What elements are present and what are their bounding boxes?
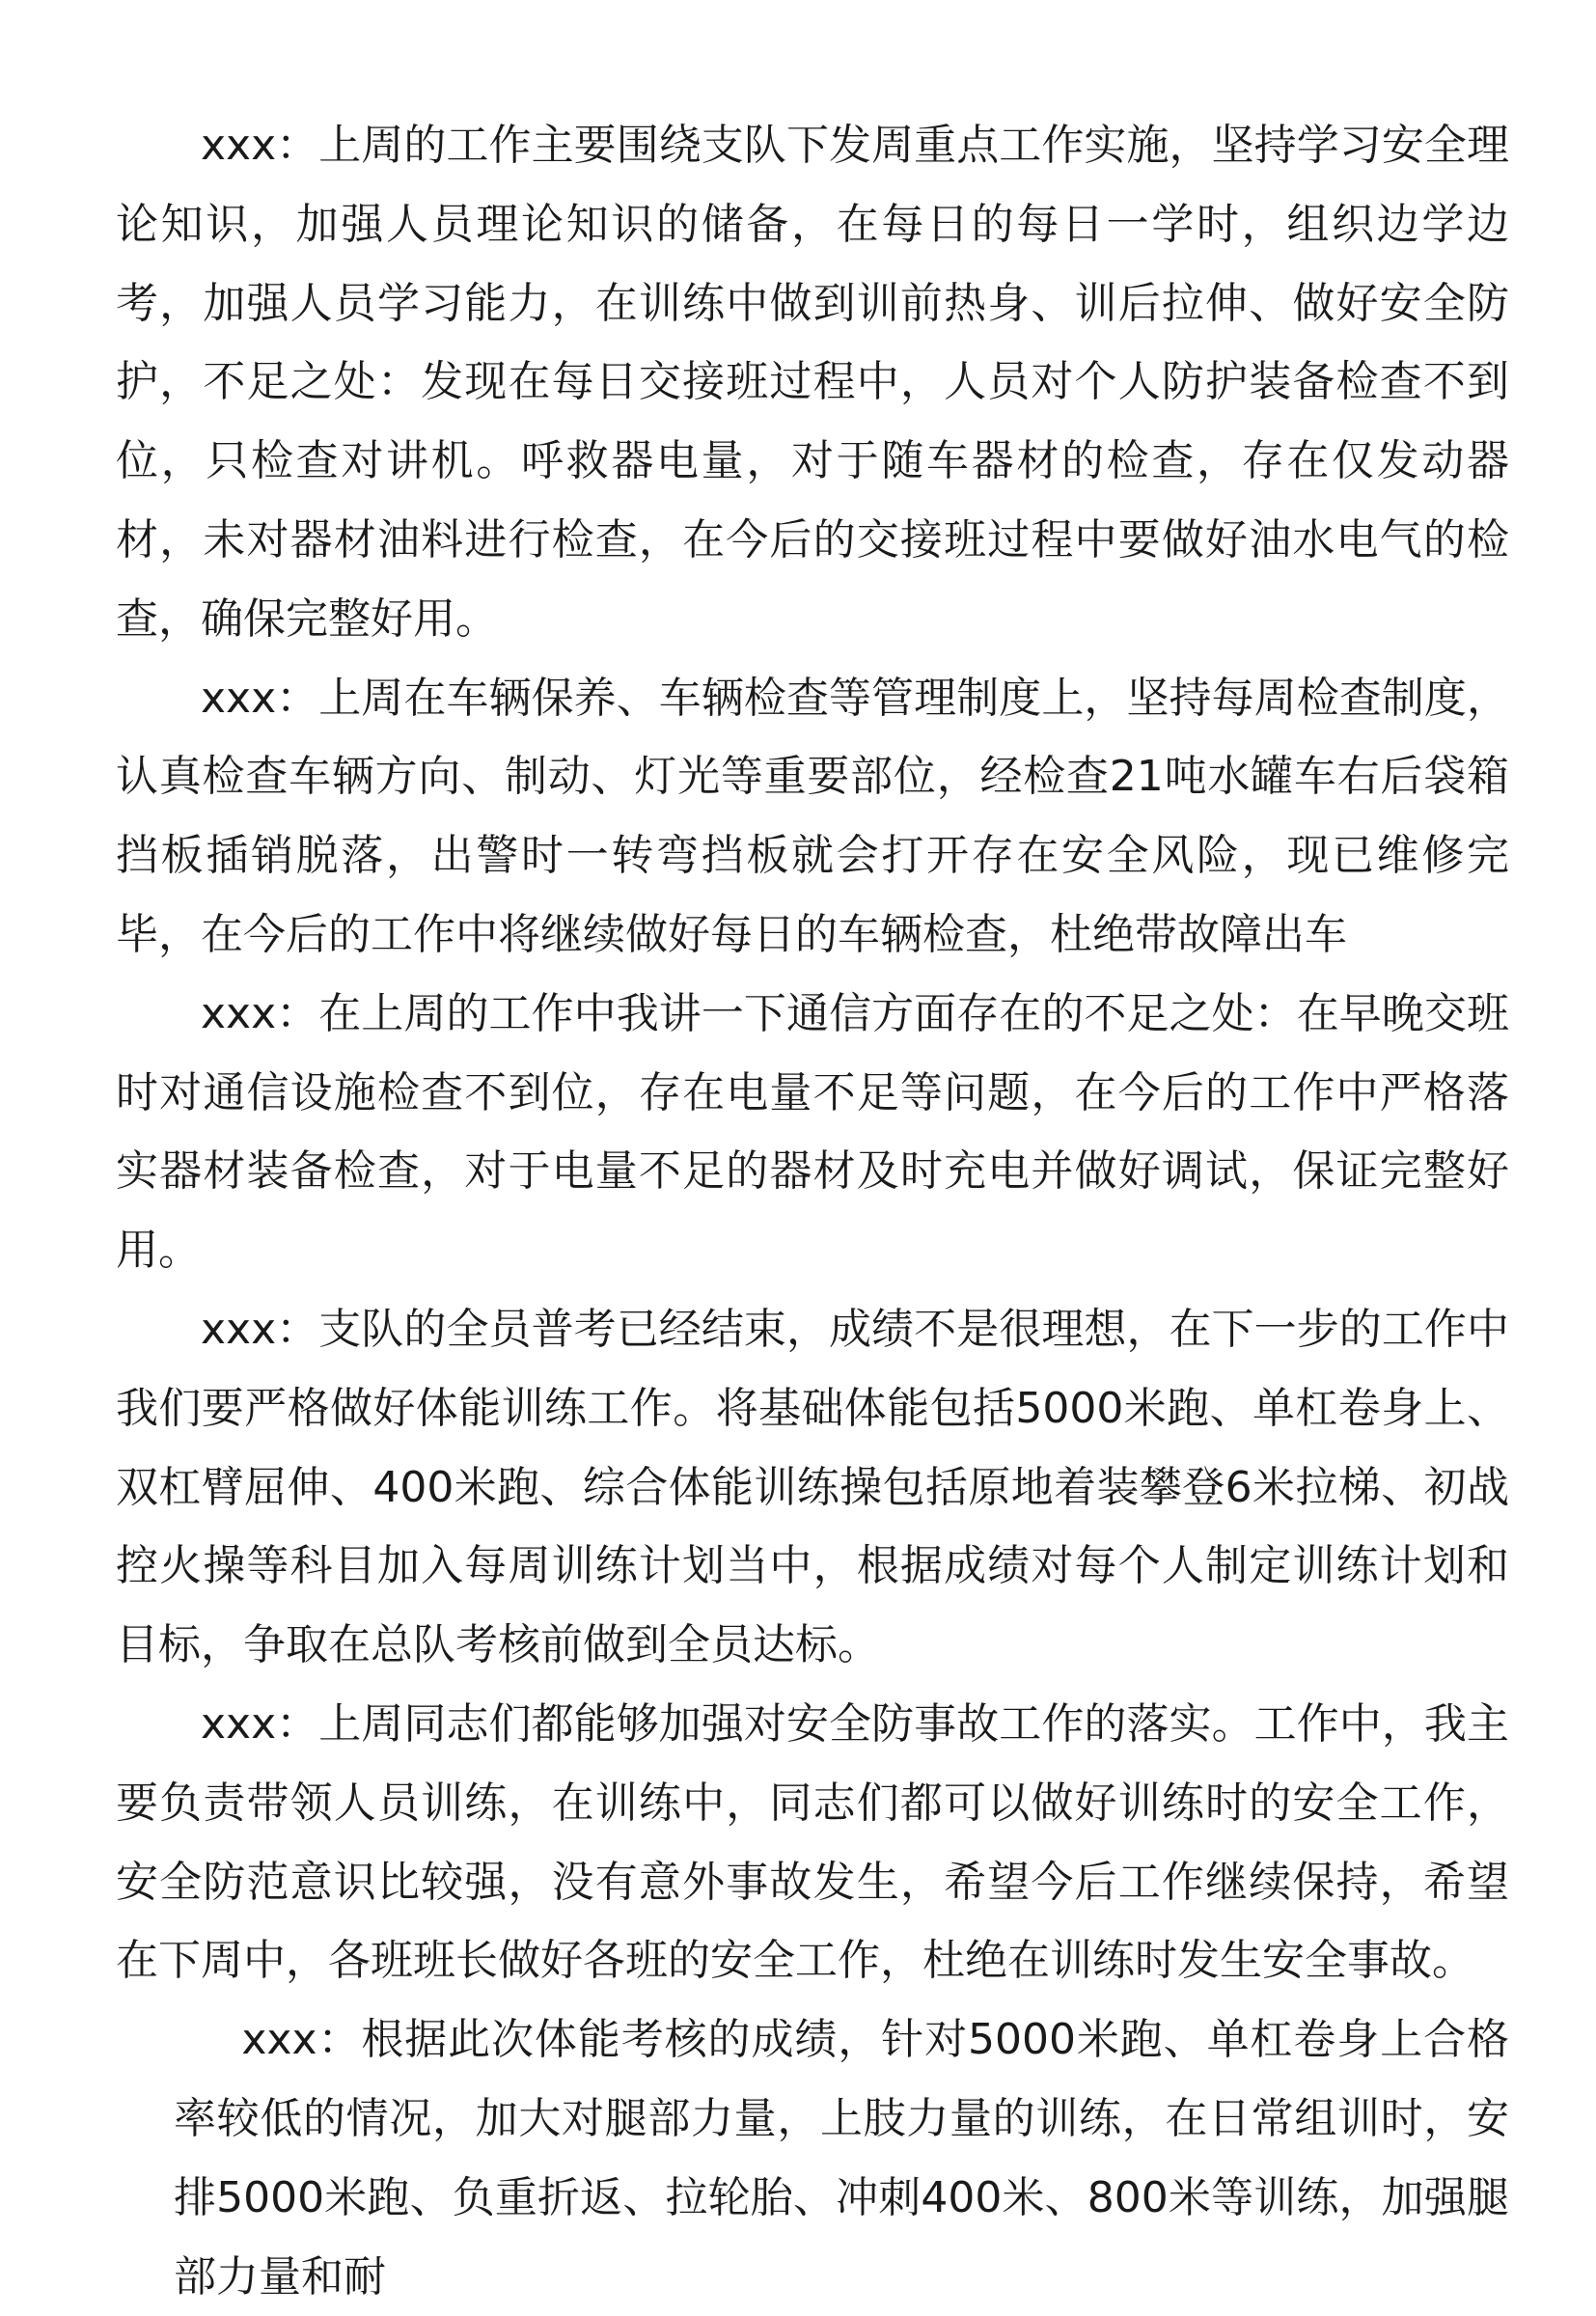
paragraph-4: xxx：支队的全员普考已经结束，成绩不是很理想，在下一步的工作中我们要严格做好体能训练工作。将基础体能包括5000米跑、单杠卷身上、双杠臂屈伸、400米跑、综合体能训练操包括原地着装攀登6米拉梯、初战控火操等科目加入每周训练计划当中，根据成绩对每个人制定训练计划和目标，争取在总队考核前做到全员达标。 (116, 1304, 1509, 1670)
paragraph-2: xxx：上周在车辆保养、车辆检查等管理制度上，坚持每周检查制度，认真检查车辆方向、制动、灯光等重要部位，经检查21吨水罐车右后袋箱挡板插销脱落，出警时一转弯挡板就会打开存在安全风险，现已维修完毕，在今后的工作中将继续做好每日的车辆检查，杜绝带故障出车 (116, 673, 1509, 959)
paragraph-1: xxx：上周的工作主要围绕支队下发周重点工作实施，坚持学习安全理论知识，加强人员理论知识的储备，在每日的每日一学时，组织边学边考，加强人员学习能力，在训练中做到训前热身、训后拉伸、做好安全防护，不足之处：发现在每日交接班过程中，人员对个人防护装备检查不到位，只检查对讲机。呼救器电量，对于随车器材的检查，存在仅发动器材，未对器材油料进行检查，在今后的交接班过程中要做好油水电气的检查，确保完整好用。 (116, 121, 1509, 644)
paragraph-6: xxx：根据此次体能考核的成绩，针对5000米跑、单杠卷身上合格率较低的情况，加大对腿部力量，上肢力量的训练，在日常组训时，安排5000米跑、负重折返、拉轮胎、冲刺400米、800米等训练，加强腿部力量和耐 (174, 2015, 1509, 2302)
paragraph-3: xxx：在上周的工作中我讲一下通信方面存在的不足之处：在早晚交班时对通信设施检查不到位，存在电量不足等问题，在今后的工作中严格落实器材装备检查，对于电量不足的器材及时充电并做好调试，保证完整好用。 (116, 988, 1509, 1276)
document-page (116, 106, 1509, 2316)
paragraph-5: xxx：上周同志们都能够加强对安全防事故工作的落实。工作中，我主要负责带领人员训练，在训练中，同志们都可以做好训练时的安全工作，安全防范意识比较强，没有意外事故发生，希望今后工作继续保持，希望在下周中，各班班长做好各班的安全工作，杜绝在训练时发生安全事故。 (116, 1698, 1509, 1986)
